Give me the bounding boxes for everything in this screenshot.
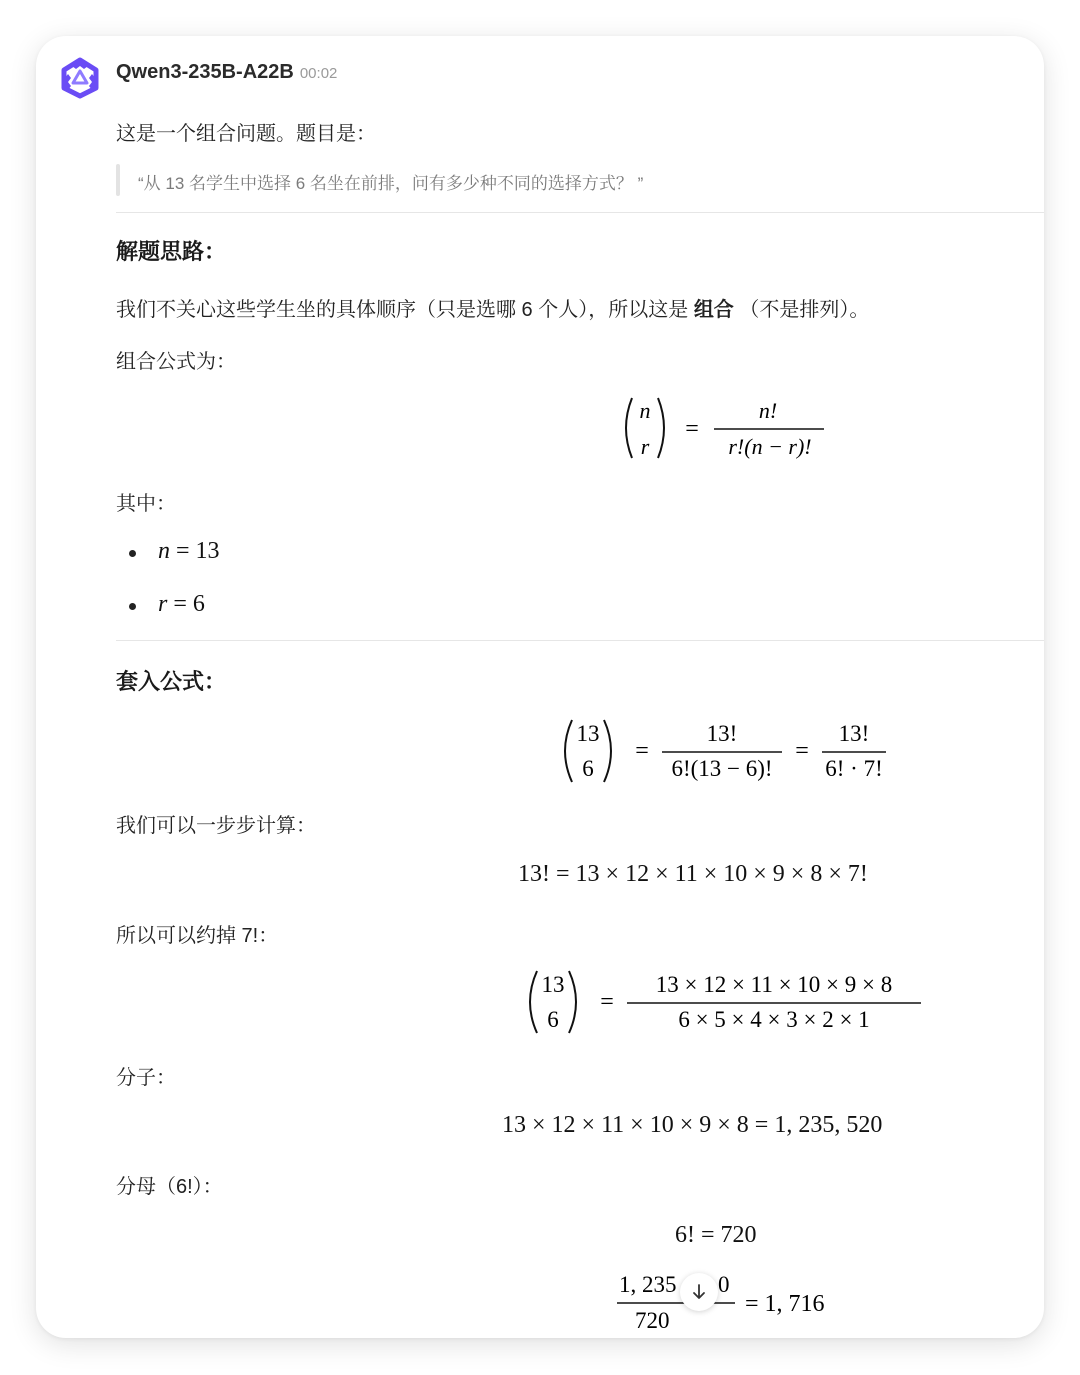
section-divider	[116, 212, 1044, 213]
factorial-expansion: 13! = 13 × 12 × 11 × 10 × 9 × 8 × 7!	[518, 861, 868, 887]
fraction-denominator: 720	[635, 1308, 670, 1333]
substituted-formula	[556, 716, 896, 786]
cancel-label: 所以可以约掉 7!：	[116, 925, 279, 947]
model-name: Qwen3-235B-A22B	[116, 61, 294, 83]
fraction-numerator: 13 × 12 × 11 × 10 × 9 × 8	[655, 972, 893, 997]
where-label: 其中：	[116, 493, 176, 515]
denominator-label: 分母（6!）：	[116, 1176, 223, 1198]
final-value: = 1, 716	[745, 1291, 825, 1317]
fraction-numerator-tail: 0	[718, 1272, 730, 1297]
bullet-item-r	[158, 591, 205, 618]
chat-message-card	[36, 36, 1044, 1338]
quote-bar	[116, 164, 120, 196]
binom-top: n	[639, 398, 651, 423]
numerator-label: 分子：	[116, 1067, 176, 1089]
fraction-denominator: r!(n − r)!	[728, 434, 812, 459]
problem-quote: “从 13 名学生中选择 6 名坐在前排，问有多少种不同的选择方式？ ”	[138, 174, 644, 193]
combination-formula	[616, 392, 856, 464]
equals-sign: =	[685, 416, 699, 442]
section-heading-substitute: 套入公式：	[116, 669, 227, 694]
binom-bottom: r	[640, 434, 650, 459]
explanation-bold: 组合	[693, 299, 734, 321]
step-label: 我们可以一步步计算：	[116, 815, 316, 837]
fraction-numerator: 13!	[838, 721, 870, 746]
bullet-item-n	[158, 538, 220, 565]
section-heading-approach: 解题思路：	[116, 239, 227, 264]
message-timestamp: 00:02	[299, 65, 338, 82]
equals-sign: =	[795, 738, 809, 764]
explanation-text	[116, 293, 869, 322]
fraction-denominator: 6! · 7!	[825, 756, 883, 781]
fraction-numerator: 13!	[706, 721, 738, 746]
final-result	[611, 1268, 851, 1334]
fraction-numerator: 1, 235	[619, 1272, 677, 1297]
explanation-pre: 我们不关心这些学生坐的具体顺序（只是选哪 6 个人），所以这是	[116, 299, 689, 321]
scroll-to-bottom-button[interactable]	[680, 1273, 718, 1311]
intro-text: 这是一个组合问题。题目是：	[116, 123, 376, 145]
message-content	[116, 36, 1044, 1338]
formula-label: 组合公式为：	[116, 351, 236, 373]
equals-sign: =	[600, 989, 614, 1015]
fraction-denominator: 6 × 5 × 4 × 3 × 2 × 1	[678, 1007, 870, 1032]
bullet-value: = 13	[170, 538, 220, 564]
bullet-value: = 6	[167, 591, 205, 617]
fraction-denominator: 6!(13 − 6)!	[671, 756, 773, 781]
bullet-dot	[129, 550, 136, 557]
binom-bottom: 6	[582, 756, 594, 781]
arrow-down-icon	[690, 1283, 708, 1301]
cancelled-formula	[521, 967, 921, 1037]
bullet-dot	[129, 603, 136, 610]
section-divider	[116, 640, 1044, 641]
denominator-calculation: 6! = 720	[675, 1222, 757, 1248]
binom-bottom: 6	[547, 1007, 559, 1032]
fraction-numerator: n!	[758, 398, 778, 423]
qwen-logo-icon	[58, 56, 102, 100]
numerator-calculation: 13 × 12 × 11 × 10 × 9 × 8 = 1, 235, 520	[502, 1112, 883, 1138]
explanation-post: （不是排列）。	[739, 299, 870, 321]
equals-sign: =	[635, 738, 649, 764]
bullet-var: r	[158, 591, 168, 617]
binom-top: 13	[541, 972, 565, 997]
bullet-var: n	[158, 538, 170, 564]
binom-top: 13	[576, 721, 600, 746]
